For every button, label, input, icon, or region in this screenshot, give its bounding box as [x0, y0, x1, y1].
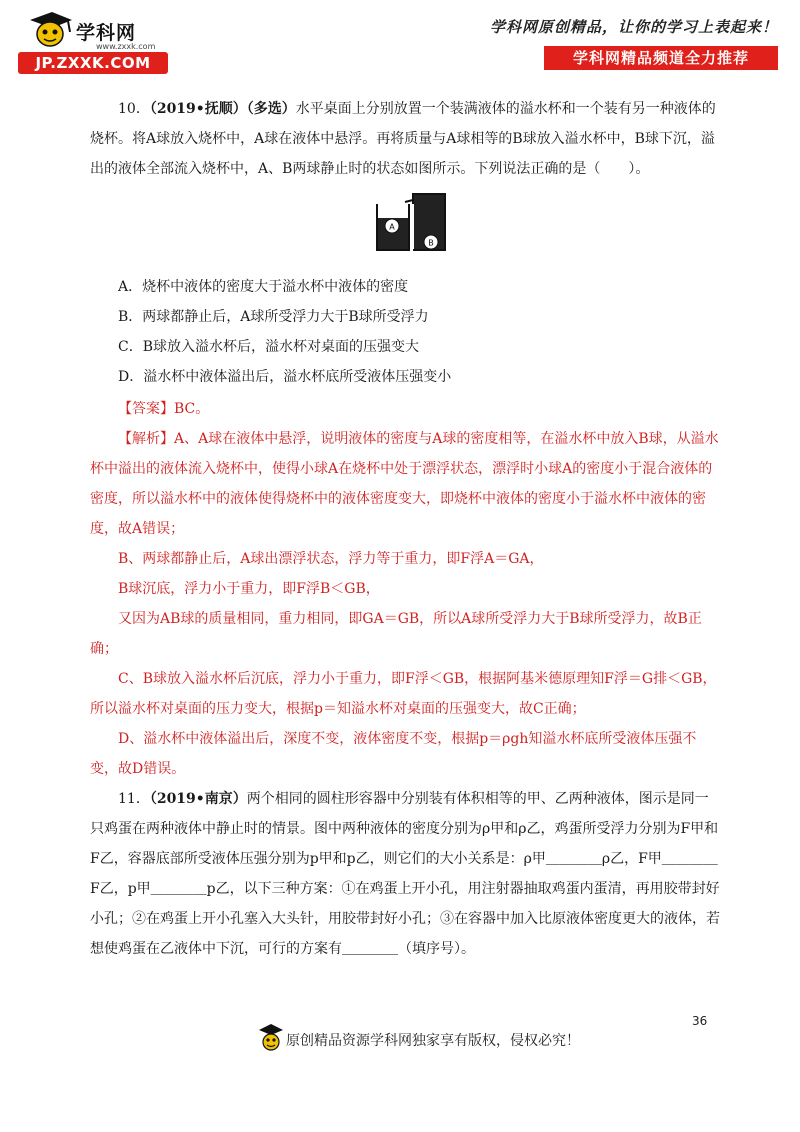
option-d: D．溢水杯中液体溢出后，溢水杯底所受液体压强变小 — [118, 369, 452, 385]
beaker-diagram — [375, 190, 447, 252]
analysis-d: D、溢水杯中液体溢出后，深度不变，液体密度不变，根据p＝ρgh知溢水杯底所受液体压强不变，故D错误。 — [90, 731, 697, 777]
question-type: （多选） — [246, 101, 296, 117]
ball-a-label: A — [389, 222, 395, 232]
zxxk-logo — [18, 10, 168, 72]
logo-title: 学科网 — [76, 22, 137, 44]
logo-subtitle: www.zxxk.com — [96, 42, 156, 51]
analysis-b3: 又因为AB球的质量相同，重力相同，即GA＝GB，所以A球所受浮力大于B球所受浮力，故B正确； — [90, 611, 702, 657]
question-number: 10． — [118, 101, 150, 117]
page-content — [90, 94, 720, 964]
question-text: 水平桌面上分别放置一个装满液体的溢水杯和一个装有另一种液体的烧杯。将A球放入烧杯中，A球在液体中悬浮。再将质量与A球相等的B球放入溢水杯中，B球下沉，溢出的液体全部流入烧杯中，A、B两球静止时的状态如图所示。下列说法正确的是（ ）。 — [90, 101, 716, 177]
question-source: （2019•抚顺） — [149, 101, 247, 117]
question-number: 11． — [118, 791, 150, 807]
analysis-b1: B、两球都静止后，A球出漂浮状态，浮力等于重力，即F浮A＝GA， — [118, 551, 544, 567]
answer-line: 【答案】BC。 — [118, 401, 210, 417]
header-slogan: 学科网原创精品，让你的学习上表起来！ — [489, 18, 778, 36]
option-a: A．烧杯中液体的密度大于溢水杯中液体的密度 — [118, 279, 409, 295]
page-header — [0, 0, 800, 80]
question-source: （2019•南京） — [149, 791, 247, 807]
promo-banner: 学科网精品频道全力推荐 — [544, 46, 778, 70]
question-11-stem — [90, 784, 720, 964]
copyright-notice: 原创精品资源学科网独家享有版权，侵权必究！ — [286, 1033, 580, 1049]
analysis-b2: B球沉底，浮力小于重力，即F浮B＜GB， — [118, 581, 380, 597]
logo-url-bar: JP.ZXXK.COM — [18, 52, 168, 74]
question-text: 两个相同的圆柱形容器中分别装有体积相等的甲、乙两种液体，图示是同一只鸡蛋在两种液体中静止时的情景。图中两种液体的密度分别为ρ甲和ρ乙，鸡蛋所受浮力分别为F甲和F乙，容器底部所受液体压强分别为p甲和p乙，则它们的大小关系是：ρ甲＿＿＿＿ρ乙，F甲＿＿＿＿F乙，p甲＿＿＿＿p乙，以下三种方案：①在鸡蛋上开小孔，用注射器抽取鸡蛋内蛋清，再用胶带封好小孔；②在鸡蛋上开小孔塞入大头针，用胶带封好小孔；③在容器中加入比原液体密度更大的液体，若想使鸡蛋在乙液体中下沉，可行的方案有＿＿＿＿（填序号）。 — [90, 791, 720, 957]
option-c: C．B球放入溢水杯后，溢水杯对桌面的压强变大 — [118, 339, 419, 355]
analysis-c: C、B球放入溢水杯后沉底，浮力小于重力，即F浮＜GB，根据阿基米德原理知F浮＝G排＜GB，所以溢水杯对桌面的压力变大，根据p＝知溢水杯对桌面的压强变大，故C正确； — [90, 671, 717, 717]
question-10-stem — [90, 94, 720, 184]
option-b: B．两球都静止后，A球所受浮力大于B球所受浮力 — [118, 309, 429, 325]
mascot-icon — [258, 1022, 284, 1054]
mascot-icon — [22, 10, 72, 54]
analysis-a: 【解析】A、A球在液体中悬浮，说明液体的密度与A球的密度相等，在溢水杯中放入B球，从溢水杯中溢出的液体流入烧杯中，使得小球A在烧杯中处于漂浮状态，漂浮时小球A的密度小于混合液体的密度，所以溢水杯中的液体使得烧杯中的液体密度变大，即烧杯中液体的密度小于溢水杯中液体的密度，故A错误； — [90, 431, 719, 537]
page-number: 36 — [692, 1014, 708, 1028]
page-footer — [258, 1022, 578, 1056]
ball-b-label: B — [428, 238, 434, 248]
question-10-figure — [90, 190, 720, 262]
